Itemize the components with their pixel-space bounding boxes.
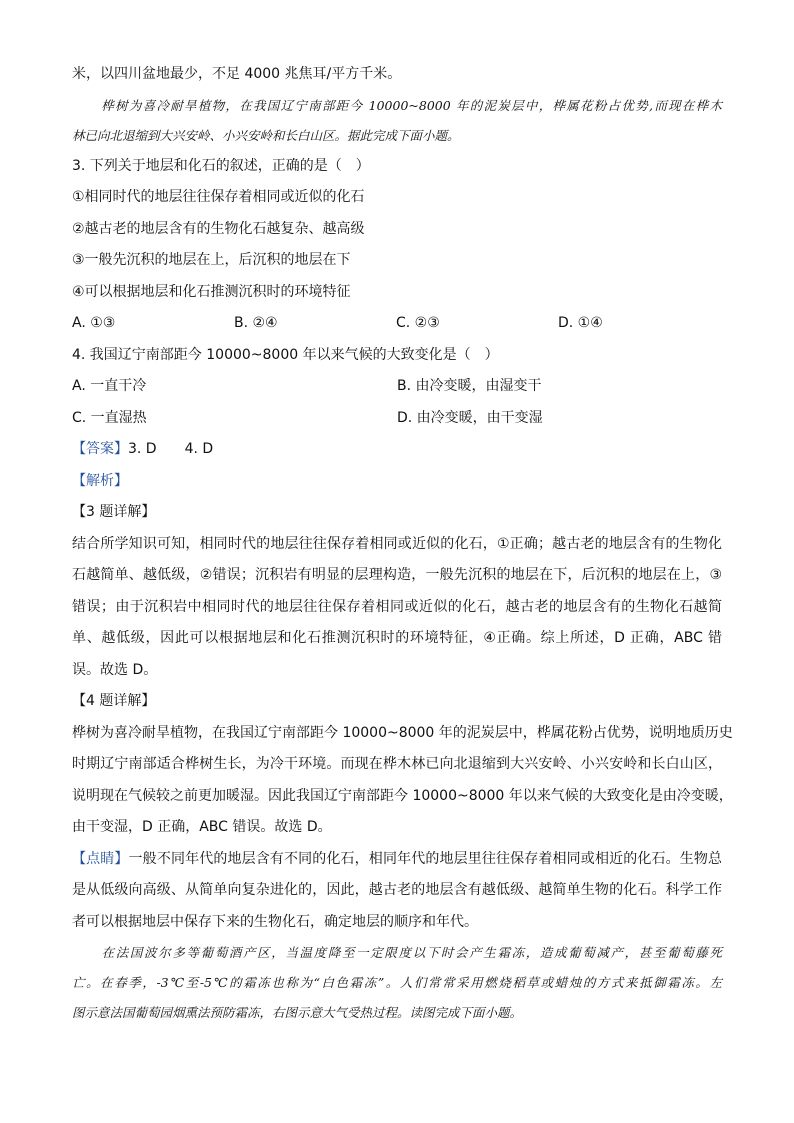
document-page (72, 64, 733, 1033)
detail-4-heading: 【4 题详解】 (72, 693, 156, 709)
answer-4: 4. D (184, 441, 214, 457)
answer-3: 3. D (128, 441, 157, 457)
q4-options-row-1 (72, 376, 722, 396)
q3-option-a: A. ①③ (72, 315, 116, 331)
q3-statement-3: ③一般先沉积的地层在上，后沉积的地层在下 (72, 252, 351, 268)
detail-3-paragraph (72, 534, 722, 680)
q4-option-d: D. 由冷变暖，由干变湿 (397, 409, 543, 426)
q4-option-c: C. 一直湿热 (72, 409, 147, 426)
detail-3-row-3: 错误；由于沉积岩中相同时代的地层往往保存着相同或近似的化石，越古老的地层含有的生物化石越简 (72, 598, 722, 615)
q3-option-c: C. ②③ (396, 315, 440, 331)
q3-option-b: B. ②④ (234, 315, 278, 331)
highlight-row-3: 者可以根据地层中保存下来的生物化石，确定地层的顺序和年代。 (72, 913, 478, 930)
q3-options (72, 313, 722, 333)
detail-4-row-4: 由干变湿，D 正确，ABC 错误。故选 D。 (72, 819, 332, 835)
detail-4-paragraph (72, 723, 733, 838)
detail-4-row-3: 说明现在气候较之前更加暖湿。因此我国辽宁南部距今 10000~8000 年以来气候的大致变化是由冷变暖， (72, 787, 733, 804)
answer-section (72, 439, 722, 459)
highlight-paragraph (72, 849, 722, 932)
detail-3-row-1: 结合所学知识可知，相同时代的地层往往保存着相同或近似的化石，①正确；越古老的地层含有的生物化 (72, 535, 722, 552)
highlight-row-2: 是从低级向高级、从简单向复杂进化的，因此，越古老的地层含有越低级、越简单生物的化石。科学工作 (72, 882, 722, 898)
question-4-stem: 4. 我国辽宁南部距今 10000~8000 年以来气候的大致变化是（ ） (72, 346, 499, 363)
detail-3-row-2: 石越简单、越低级，②错误；沉积岩有明显的层理构造，一般先沉积的地层在下，后沉积的地层在上，③ (72, 567, 722, 583)
material-2-row-2: 亡。在春季，-3℃至-5℃的霜冻也称为“白色霜冻”。人们常常采用燃烧稻草或蜡烛的方式来抵御霜冻。左 (72, 975, 722, 990)
material-2-row-1: 在法国波尔多等葡萄酒产区，当温度降至一定限度以下时会产生霜冻，造成葡萄减产，甚至葡萄藤死 (100, 945, 722, 960)
q4-option-b: B. 由冷变暖，由湿变干 (397, 378, 542, 394)
highlight-row-1: 一般不同年代的地层含有不同的化石，相同年代的地层里往往保存着相同或相近的化石。生物总 (128, 850, 723, 867)
material-passage-2 (72, 943, 722, 1022)
q4-options-row-2 (72, 408, 722, 428)
material-1-row-1: 桦树为喜冷耐旱植物，在我国辽宁南部距今 10000~8000 年的泥炭层中，桦属花粉占优势,而现在桦木 (100, 97, 722, 113)
q3-statement-4: ④可以根据地层和化石推测沉积时的环境特征 (72, 283, 351, 300)
detail-3-row-4: 单、越低级，因此可以根据地层和化石推测沉积时的环境特征，④正确。综上所述，D 正确，ABC 错 (72, 630, 722, 646)
answer-tag: 【答案】 (72, 441, 128, 457)
detail-4-row-2: 时期辽宁南部适合桦树生长，为冷干环境。而现在桦木林已向北退缩到大兴安岭、小兴安岭和长白山区， (72, 756, 722, 772)
highlight-tag: 【点睛】 (72, 850, 129, 867)
detail-3-heading: 【3 题详解】 (72, 504, 156, 520)
q3-statement-2: ②越古老的地层含有的生物化石越复杂、越高级 (72, 220, 365, 237)
q4-option-a: A. 一直干冷 (72, 378, 147, 394)
q3-statement-1: ①相同时代的地层往往保存着相同或近似的化石 (72, 189, 365, 205)
material-2-row-3: 图示意法国葡萄园烟熏法预防霜冻，右图示意大气受热过程。读图完成下面小题。 (72, 1005, 523, 1020)
intro-line: 米，以四川盆地最少，不足 4000 兆焦耳/平方千米。 (72, 66, 402, 82)
q3-option-d: D. ①④ (558, 315, 603, 331)
question-3-stem: 3. 下列关于地层和化石的叙述，正确的是（ ） (72, 157, 370, 174)
detail-4-row-1: 桦树为喜冷耐旱植物，在我国辽宁南部距今 10000~8000 年的泥炭层中，桦属花粉占优势，说明地质历史 (72, 724, 733, 741)
material-1-row-2: 林已向北退缩到大兴安岭、小兴安岭和长白山区。据此完成下面小题。 (72, 127, 460, 143)
material-passage-1 (72, 96, 722, 145)
detail-3-row-5: 误。故选 D。 (72, 661, 158, 678)
analysis-tag: 【解析】 (72, 472, 128, 489)
